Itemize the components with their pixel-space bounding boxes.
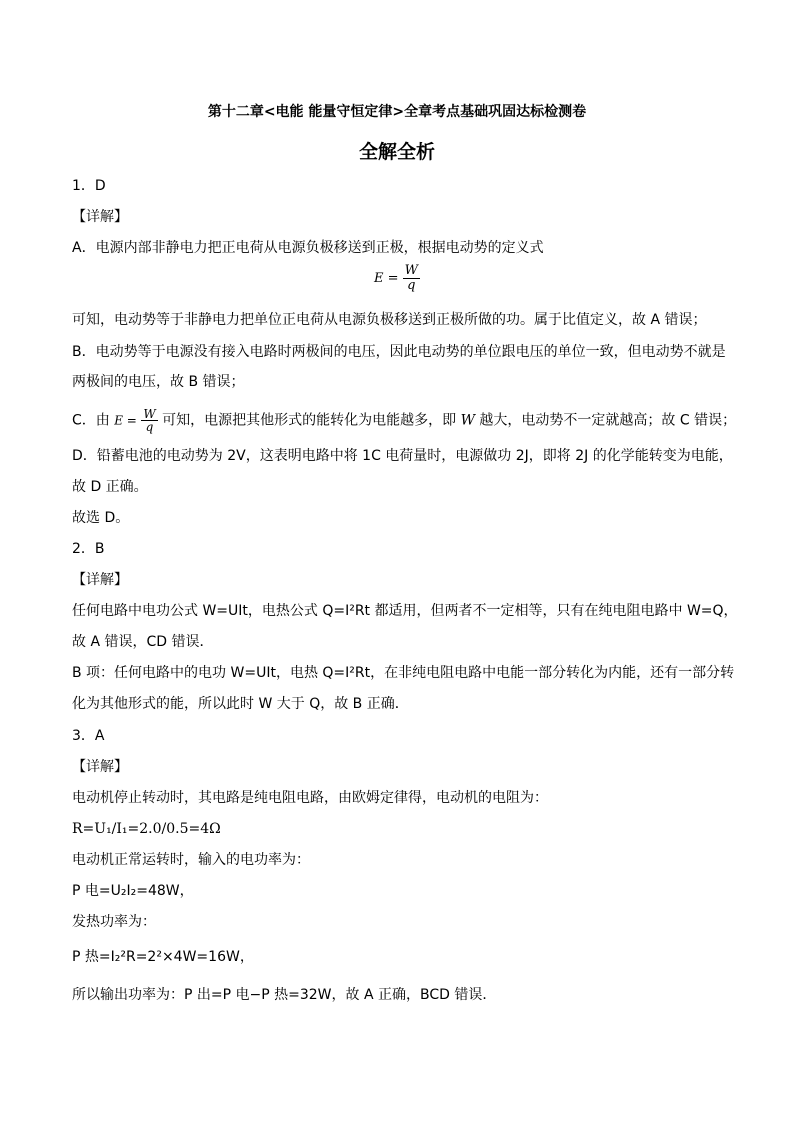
c-formula-numerator: W <box>143 407 156 421</box>
document-subtitle: 全解全析 <box>358 141 435 163</box>
q3-answer: 3．A <box>72 728 105 744</box>
c-prefix: C．由 <box>72 412 110 429</box>
q1-detail-heading: 【详解】 <box>72 209 128 225</box>
formula-lhs: E = <box>373 271 399 286</box>
q3-line2: 电动机正常运转时，输入的电功率为： <box>72 852 310 868</box>
q3-conclusion: 所以输出功率为：P 出=P 电−P 热=32W，故 A 正确，BCD 错误． <box>72 987 497 1003</box>
formula-numerator: W <box>404 263 419 278</box>
c-formula-fraction <box>141 408 157 433</box>
c-formula-denominator: q <box>145 420 154 434</box>
q1-option-a-conclusion: 可知，电动势等于非静电力把单位正电荷从电源负极移送到正极所做的功。属于比值定义，故 A 错误； <box>72 312 707 328</box>
q3-heat-power: P 热=I₂²R=2²×4W=16W， <box>72 949 254 965</box>
q1-option-d-line2: 故 D 正确。 <box>72 479 148 495</box>
q2-line2: 故 A 错误，CD 错误． <box>72 634 214 650</box>
c-mid: 可知，电源把其他形式的能转化为电能越多，即 <box>162 412 457 429</box>
emf-definition-formula <box>0 264 794 293</box>
q3-input-power: P 电=U₂I₂=48W， <box>72 883 194 899</box>
c-var: W <box>460 412 475 429</box>
q2-line1: 任何电路中电功公式 W=UIt，电热公式 Q=I²Rt 都适用，但两者不一定相等，只有在纯电阻电路中 W=Q， <box>72 603 738 619</box>
q1-choice: 故选 D。 <box>72 510 130 526</box>
q3-resistance-equation: R=U₁/I₁=2.0/0.5=4Ω <box>72 821 221 837</box>
q2-line3: B 项：任何电路中的电功 W=UIt，电热 Q=I²Rt，在非纯电阻电路中电能一部分转化为内能，还有一部分转 <box>72 665 735 681</box>
q1-answer: 1．D <box>72 178 106 194</box>
formula-denominator: q <box>407 278 416 293</box>
q1-option-d-line1: D．铅蓄电池的电动势为 2V，这表明电路中将 1C 电荷量时，电源做功 2J，即将 2J 的化学能转变为电能， <box>72 448 733 464</box>
q2-answer: 2．B <box>72 541 105 557</box>
q1-option-b-line2: 两极间的电压，故 B 错误； <box>72 374 245 390</box>
q3-line3: 发热功率为： <box>72 914 156 930</box>
q1-option-b-line1: B．电动势等于电源没有接入电路时两极间的电压，因此电动势的单位跟电压的单位一致，但电动势不就是 <box>72 344 726 360</box>
q1-option-c <box>72 408 736 433</box>
c-formula-lhs: E = <box>114 413 137 428</box>
q1-option-a: A．电源内部非静电力把正电荷从电源负极移送到正极，根据电动势的定义式 <box>72 240 544 256</box>
c-suffix: 越大，电动势不一定就越高；故 C 错误； <box>479 412 737 429</box>
q2-detail-heading: 【详解】 <box>72 572 128 588</box>
q3-detail-heading: 【详解】 <box>72 759 128 775</box>
formula-fraction <box>403 264 420 293</box>
q3-line1: 电动机停止转动时，其电路是纯电阻电路，由欧姆定律得，电动机的电阻为： <box>72 790 548 806</box>
q2-line4: 化为其他形式的能，所以此时 W 大于 Q，故 B 正确． <box>72 696 409 712</box>
document-title: 第十二章<电能 能量守恒定律>全章考点基础巩固达标检测卷 <box>207 104 587 120</box>
